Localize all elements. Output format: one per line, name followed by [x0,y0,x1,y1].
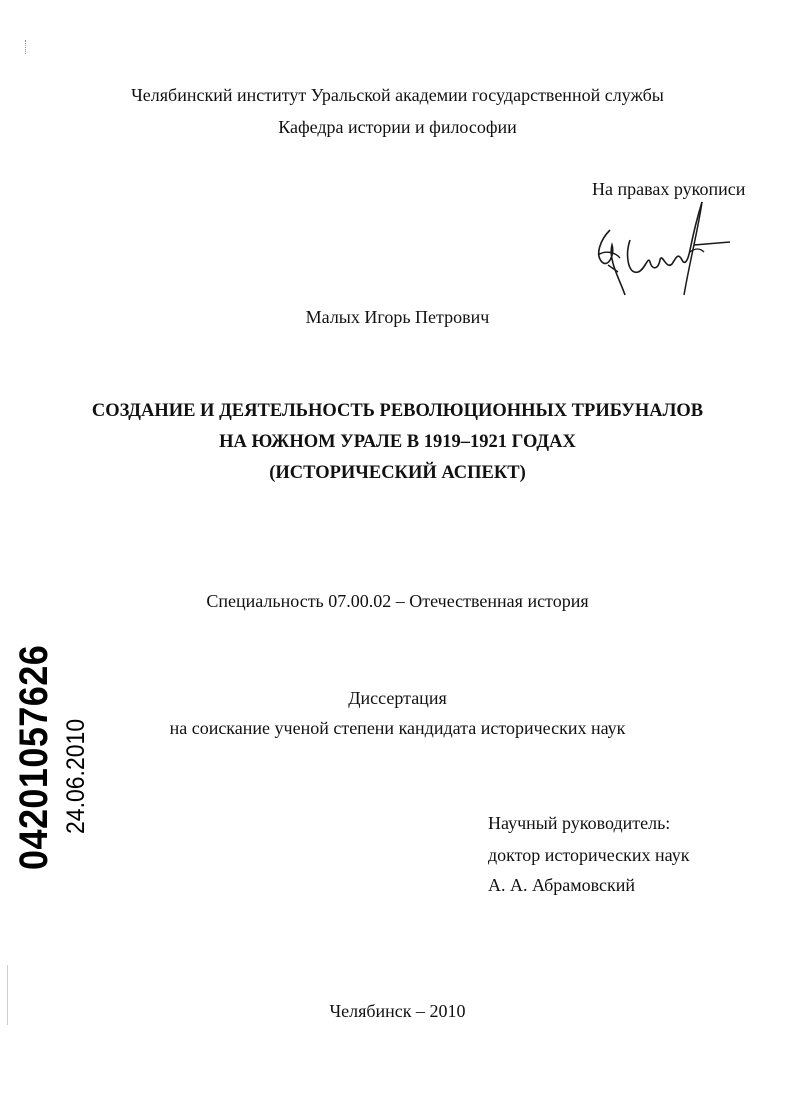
supervisor-degree: доктор исторических наук [488,845,690,865]
library-stamp [12,630,92,870]
scan-margin-mark [25,40,27,54]
author-name: Малых Игорь Петрович [305,307,490,327]
degree-line-2: на соискание ученой степени кандидата исторических наук [169,718,626,738]
place-and-year: Челябинск – 2010 [329,1001,466,1021]
dissertation-title-line-2: НА ЮЖНОМ УРАЛЕ В 1919–1921 ГОДАХ [219,432,576,452]
dissertation-title-line-3: (ИСТОРИЧЕСКИЙ АСПЕКТ) [269,463,526,483]
degree-line-1: Диссертация [348,688,447,708]
stamp-registration-number: 04201057626 [12,644,56,870]
department-name: Кафедра истории и философии [278,117,517,137]
manuscript-rights-note: На правах рукописи [592,179,746,199]
author-signature [590,200,730,300]
supervisor-label: Научный руководитель: [488,813,671,833]
institute-name: Челябинский институт Уральской академии государственной службы [131,85,664,105]
stamp-date: 24.06.2010 [62,718,90,834]
supervisor-name: А. А. Абрамовский [488,875,636,895]
dissertation-title-line-1: СОЗДАНИЕ И ДЕЯТЕЛЬНОСТЬ РЕВОЛЮЦИОННЫХ ТРИБУНАЛОВ [91,401,704,421]
specialty: Специальность 07.00.02 – Отечественная история [206,591,589,611]
